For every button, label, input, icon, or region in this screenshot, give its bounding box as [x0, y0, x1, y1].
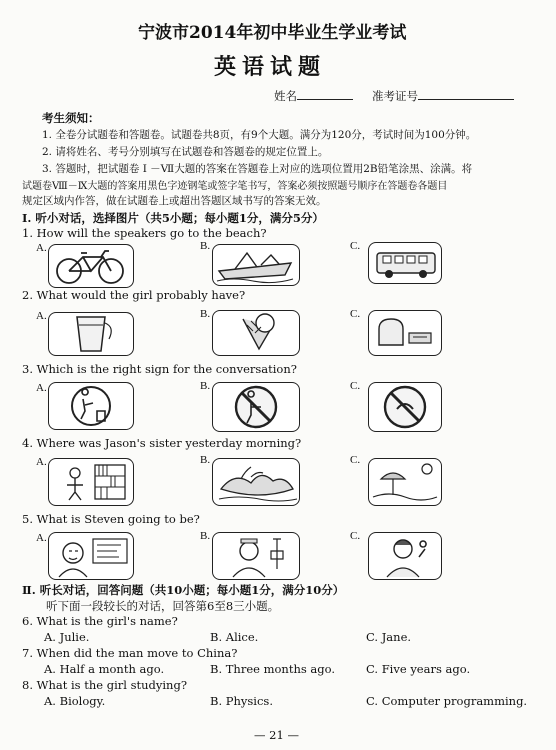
picture-bicycle — [48, 244, 134, 288]
exam-title: 宁波市2014年初中毕业生学业考试 — [138, 23, 407, 43]
bread-icon — [369, 311, 441, 355]
notice-item: 2. 请将姓名、考号分别填写在试题卷和答题卷的规定位置上。 — [42, 146, 329, 158]
notice-item: 1. 全卷分试题卷和答题卷。试题卷共8页，有9个大题。满分为120分，考试时间为100分钟。 — [42, 129, 477, 141]
picture-teacher — [48, 532, 134, 580]
name-blank — [297, 89, 353, 100]
milk-glass-icon — [49, 313, 133, 355]
name-field — [274, 88, 353, 104]
library-icon — [49, 459, 133, 505]
section1-title: Ⅰ. 听小对话，选择图片（共5小题；每小题1分，满分5分） — [22, 211, 324, 225]
beach-icon — [369, 459, 441, 505]
ship-icon — [213, 245, 299, 285]
option-b-label: B. — [200, 380, 211, 392]
option-a-label: A. — [36, 242, 47, 254]
picture-milk — [48, 312, 134, 356]
section2-title: Ⅱ. 听长对话，回答问题（共10小题；每小题1分，满分10分） — [22, 583, 345, 597]
question-7: 7. When did the man move to China? — [22, 646, 238, 660]
option-c-label: C. — [350, 530, 361, 542]
option-6a: A. Julie. — [44, 630, 90, 644]
option-a-label: A. — [36, 310, 47, 322]
option-8c: C. Computer programming. — [366, 694, 528, 708]
ticket-label: 准考证号 — [372, 89, 418, 103]
option-a-label: A. — [36, 456, 47, 468]
option-c-label: C. — [350, 308, 361, 320]
question-8: 8. What is the girl studying? — [22, 678, 187, 692]
notice-item: 3. 答题时，把试题卷 Ⅰ －Ⅶ大题的答案在答题卷上对应的选项位置用2B铅笔涂黑、涂满。将 — [42, 163, 473, 175]
option-7b: B. Three months ago. — [210, 662, 336, 676]
picture-no-littering — [48, 382, 134, 430]
option-8a: A. Biology. — [44, 694, 106, 708]
option-b-label: B. — [200, 240, 211, 252]
bicycle-icon — [49, 245, 133, 287]
question-3: 3. Which is the right sign for the conversation? — [22, 362, 297, 376]
picture-bread — [368, 310, 442, 356]
picture-singer — [368, 532, 442, 580]
option-7a: A. Half a month ago. — [44, 662, 165, 676]
option-a-label: A. — [36, 382, 47, 394]
bus-icon — [369, 243, 441, 283]
picture-no-eating — [368, 382, 442, 432]
ticket-blank — [418, 89, 514, 100]
subject-title: 英语试题 — [214, 54, 327, 80]
ice-cream-icon — [213, 311, 299, 355]
no-littering-sign-icon — [49, 383, 133, 429]
option-6c: C. Jane. — [366, 630, 412, 644]
option-7c: C. Five years ago. — [366, 662, 471, 676]
question-5: 5. What is Steven going to be? — [22, 512, 200, 526]
picture-library — [48, 458, 134, 506]
singer-icon — [369, 533, 441, 579]
option-6b: B. Alice. — [210, 630, 259, 644]
notice-item: 规定区域内作答，做在试题卷上或超出答题区域书写的答案无效。 — [22, 195, 327, 207]
option-c-label: C. — [350, 240, 361, 252]
option-b-label: B. — [200, 454, 211, 466]
page-number: — 21 — — [254, 728, 299, 742]
picture-doctor — [212, 532, 300, 580]
name-label: 姓名 — [274, 89, 297, 103]
notice-heading: 考生须知： — [42, 111, 100, 125]
question-6: 6. What is the girl's name? — [22, 614, 178, 628]
picture-island — [212, 458, 300, 506]
picture-ice-cream — [212, 310, 300, 356]
picture-beach — [368, 458, 442, 506]
no-smoking-sign-icon — [213, 383, 299, 431]
question-1: 1. How will the speakers go to the beach? — [22, 226, 267, 240]
picture-ship — [212, 244, 300, 286]
no-eating-sign-icon — [369, 383, 441, 431]
picture-no-smoking — [212, 382, 300, 432]
option-8b: B. Physics. — [210, 694, 273, 708]
doctor-icon — [213, 533, 299, 579]
option-c-label: C. — [350, 380, 361, 392]
option-c-label: C. — [350, 454, 361, 466]
picture-bus — [368, 242, 442, 284]
option-a-label: A. — [36, 532, 47, 544]
question-2: 2. What would the girl probably have? — [22, 288, 246, 302]
option-b-label: B. — [200, 530, 211, 542]
question-4: 4. Where was Jason's sister yesterday morning? — [22, 436, 302, 450]
notice-item: 试题卷Ⅷ－Ⅸ大题的答案用黑色字迹钢笔或签字笔书写，答案必须按照题号顺序在答题卷各题目 — [22, 181, 448, 192]
teacher-icon — [49, 533, 133, 579]
ticket-field — [372, 88, 514, 104]
island-icon — [213, 459, 299, 505]
section2-instruction: 听下面一段较长的对话，回答第6至8三小题。 — [46, 599, 280, 613]
option-b-label: B. — [200, 308, 211, 320]
